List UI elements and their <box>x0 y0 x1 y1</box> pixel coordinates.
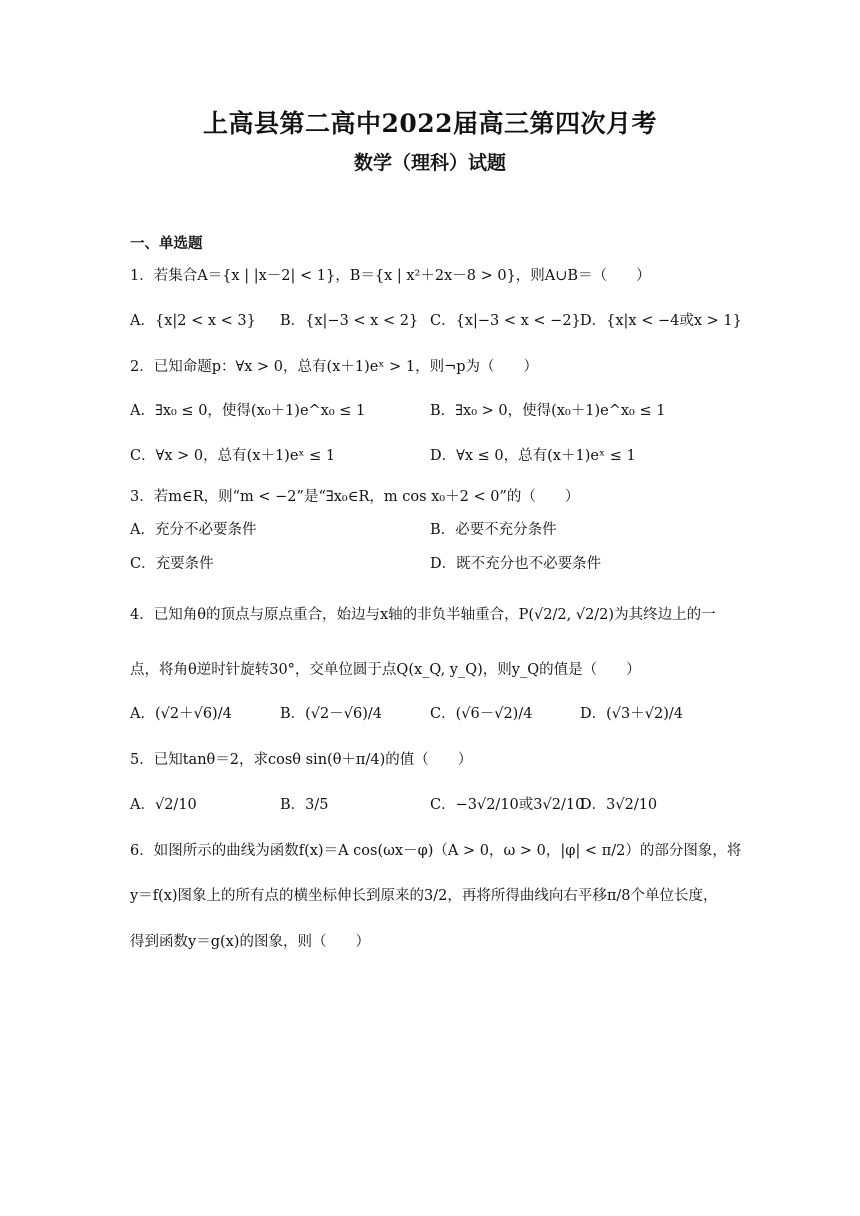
question-4-option-a: A．(√2＋√6)/4 <box>130 706 232 722</box>
question-5-option-a: A．√2/10 <box>130 797 197 813</box>
question-5-option-c: C．−3√2/10或3√2/10 <box>430 797 585 813</box>
question-1-option-c: C．{x|−3 < x < −2} <box>430 313 581 329</box>
page-subtitle: 数学（理科）试题 <box>353 152 506 174</box>
question-1-stem: 1．若集合A＝{x | |x－2| < 1}，B＝{x | x²＋2x－8 > 0}，则A∪B＝（ ） <box>130 268 651 284</box>
question-2-option-a: A．∃x₀ ≤ 0，使得(x₀＋1)e^x₀ ≤ 1 <box>130 403 366 419</box>
question-6-stem-line-2: y＝f(x)图象上的所有点的横坐标伸长到原来的3/2，再将所得曲线向右平移π/8个单位长度， <box>130 888 718 904</box>
question-2-option-d: D．∀x ≤ 0，总有(x＋1)eˣ ≤ 1 <box>430 448 636 464</box>
question-2-option-b: B．∃x₀ > 0，使得(x₀＋1)e^x₀ ≤ 1 <box>430 403 666 419</box>
question-4-stem-line-2: 点，将角θ逆时针旋转30°，交单位圆于点Q(x_Q, y_Q)，则y_Q的值是（ ） <box>130 662 641 678</box>
question-3-stem: 3．若m∈R，则“m < −2”是“∃x₀∈R，m cos x₀＋2 < 0”的（ ） <box>130 489 580 505</box>
question-1-option-d: D．{x|x < −4或x > 1} <box>580 313 742 329</box>
question-3-option-d: D．既不充分也不必要条件 <box>430 556 602 572</box>
question-6-stem-line-3: 得到函数y＝g(x)的图象，则（ ） <box>130 934 370 950</box>
question-3-option-b: B．必要不充分条件 <box>430 522 557 538</box>
question-1-option-b: B．{x|−3 < x < 2} <box>280 313 419 329</box>
question-4-stem-line-1: 4．已知角θ的顶点与原点重合，始边与x轴的非负半轴重合，P(√2/2, √2/2)为其终边上的一 <box>130 607 716 623</box>
question-4-option-c: C．(√6－√2)/4 <box>430 706 533 722</box>
question-5-stem: 5．已知tanθ＝2，求cosθ sin(θ＋π/4)的值（ ） <box>130 752 473 768</box>
section-heading: 一、单选题 <box>130 235 203 252</box>
question-2-stem: 2．已知命题p：∀x > 0，总有(x＋1)eˣ > 1，则¬p为（ ） <box>130 359 538 375</box>
question-3-option-a: A．充分不必要条件 <box>130 522 257 538</box>
question-4-option-b: B．(√2－√6)/4 <box>280 706 383 722</box>
question-5-option-d: D．3√2/10 <box>580 797 658 813</box>
question-2-option-c: C．∀x > 0，总有(x＋1)eˣ ≤ 1 <box>130 448 336 464</box>
question-4-option-d: D．(√3＋√2)/4 <box>580 706 683 722</box>
question-1-option-a: A．{x|2 < x < 3} <box>130 313 256 329</box>
question-3-option-c: C．充要条件 <box>130 556 214 572</box>
question-6-stem-line-1: 6．如图所示的曲线为函数f(x)＝A cos(ωx－φ)（A > 0，ω > 0，|φ| < π/2）的部分图象，将 <box>130 843 742 859</box>
question-5-option-b: B．3/5 <box>280 797 329 813</box>
page-title: 上高县第二高中2022届高三第四次月考 <box>202 109 658 138</box>
